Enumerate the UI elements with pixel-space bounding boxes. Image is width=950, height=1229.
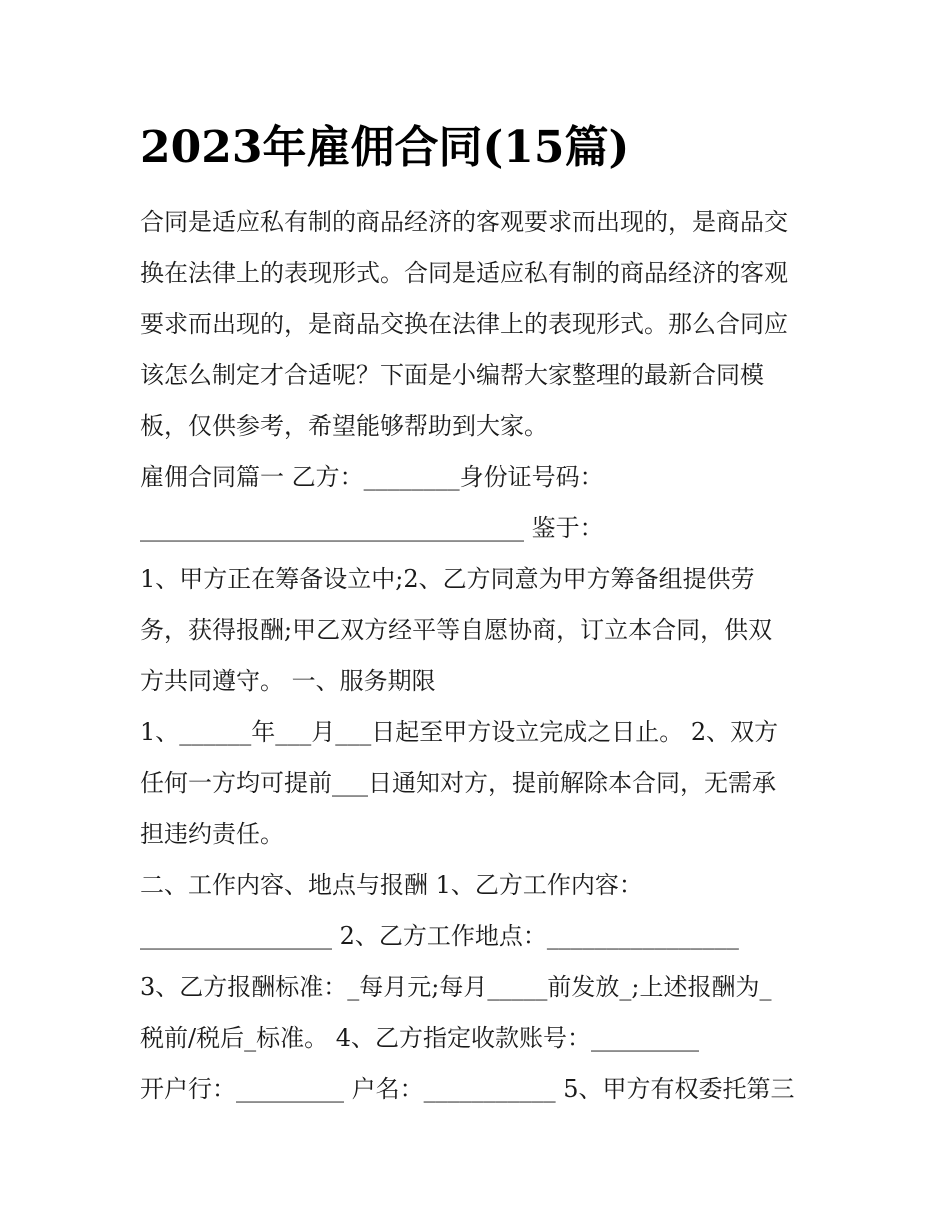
body-line: 担违约责任。 — [140, 820, 284, 848]
body-line: 板，仅供参考，希望能够帮助到大家。 — [140, 412, 548, 440]
body-line: 任何一方均可提前___日通知对方，提前解除本合同，无需承 — [140, 769, 776, 797]
body-line: 3、乙方报酬标准：_每月元;每月_____前发放_;上述报酬为_ — [140, 973, 772, 1001]
body-line: 开户行：_________ 户名：___________ 5、甲方有权委托第三 — [140, 1075, 795, 1103]
document-title: 2023年雇佣合同(15篇) — [140, 122, 630, 173]
body-line: 换在法律上的表现形式。合同是适应私有制的商品经济的客观 — [140, 259, 788, 287]
body-line: 合同是适应私有制的商品经济的客观要求而出现的，是商品交 — [140, 208, 788, 236]
body-line: 要求而出现的，是商品交换在法律上的表现形式。那么合同应 — [140, 310, 788, 338]
document-body — [140, 197, 820, 1115]
body-line: 该怎么制定才合适呢？下面是小编帮大家整理的最新合同模 — [140, 361, 764, 389]
body-line: ________________ 2、乙方工作地点：________________ — [140, 922, 739, 950]
body-line: 1、______年___月___日起至甲方设立完成之日止。 2、双方 — [140, 718, 779, 746]
body-line: 税前/税后_标准。 4、乙方指定收款账号：_________ — [140, 1024, 699, 1052]
body-line: ________________________________ 鉴于： — [140, 514, 604, 542]
body-line: 雇佣合同篇一 乙方：________身份证号码： — [140, 463, 604, 491]
body-line: 方共同遵守。 一、服务期限 — [140, 667, 436, 695]
body-line: 务，获得报酬;甲乙双方经平等自愿协商，订立本合同，供双 — [140, 616, 773, 644]
body-line: 二、工作内容、地点与报酬 1、乙方工作内容： — [140, 871, 643, 899]
body-line: 1、甲方正在筹备设立中;2、乙方同意为甲方筹备组提供劳 — [140, 565, 755, 593]
